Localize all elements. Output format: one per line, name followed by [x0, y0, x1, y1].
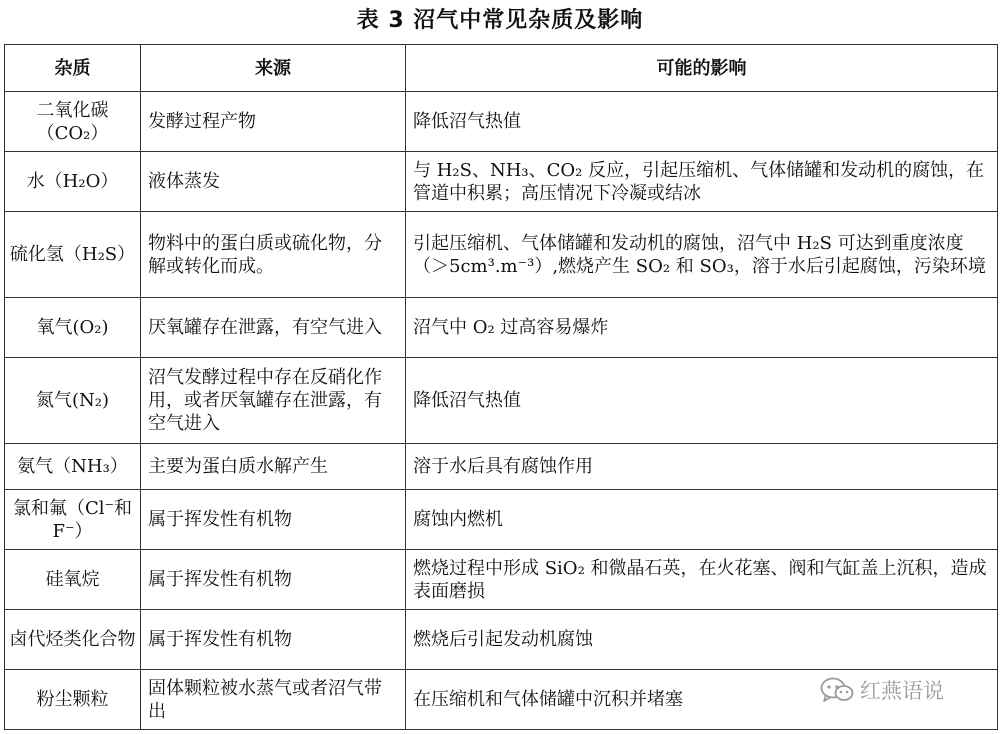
- watermark-text: 红燕语说: [860, 679, 944, 703]
- header-source: 来源: [141, 45, 406, 92]
- impact-cell: 引起压缩机、气体储罐和发动机的腐蚀，沼气中 H₂S 可达到重度浓度（＞5cm³.m⁻³）,燃烧产生 SO₂ 和 SO₃，溶于水后引起腐蚀，污染环境: [406, 212, 998, 298]
- source-cell: 属于挥发性有机物: [141, 550, 406, 610]
- source-cell: 属于挥发性有机物: [141, 490, 406, 550]
- source-cell: 沼气发酵过程中存在反硝化作用，或者厌氧罐存在泄露，有空气进入: [141, 358, 406, 444]
- table-row: [5, 444, 998, 490]
- wechat-watermark: [820, 673, 944, 707]
- table-row: [5, 358, 998, 444]
- wechat-icon: [820, 676, 854, 704]
- impact-cell: 腐蚀内燃机: [406, 490, 998, 550]
- source-cell: 物料中的蛋白质或硫化物，分解或转化而成。: [141, 212, 406, 298]
- source-cell: 主要为蛋白质水解产生: [141, 444, 406, 490]
- source-cell: 厌氧罐存在泄露，有空气进入: [141, 298, 406, 358]
- impurity-cell: 粉尘颗粒: [5, 670, 141, 730]
- table-row: [5, 298, 998, 358]
- table-row: [5, 610, 998, 670]
- impact-cell: 在压缩机和气体储罐中沉积并堵塞: [406, 670, 998, 730]
- impurity-cell: 硫化氢（H₂S）: [5, 212, 141, 298]
- impurity-cell: 二氧化碳（CO₂）: [5, 92, 141, 152]
- table-row: [5, 152, 998, 212]
- impact-cell: 燃烧过程中形成 SiO₂ 和微晶石英，在火花塞、阀和气缸盖上沉积，造成表面磨损: [406, 550, 998, 610]
- table-row: [5, 212, 998, 298]
- impurities-table: [4, 44, 998, 730]
- table-row: [5, 92, 998, 152]
- impurity-cell: 硅氧烷: [5, 550, 141, 610]
- impact-cell: 降低沼气热值: [406, 92, 998, 152]
- impact-cell: 燃烧后引起发动机腐蚀: [406, 610, 998, 670]
- impurity-cell: 氯和氟（Cl⁻和 F⁻）: [5, 490, 141, 550]
- source-cell: 液体蒸发: [141, 152, 406, 212]
- table-row: [5, 550, 998, 610]
- source-cell: 属于挥发性有机物: [141, 610, 406, 670]
- header-impurity: 杂质: [5, 45, 141, 92]
- header-row: [5, 45, 998, 92]
- header-impact: 可能的影响: [406, 45, 998, 92]
- table-row: [5, 490, 998, 550]
- impurity-cell: 水（H₂O）: [5, 152, 141, 212]
- impurity-cell: 卤代烃类化合物: [5, 610, 141, 670]
- impact-cell: 沼气中 O₂ 过高容易爆炸: [406, 298, 998, 358]
- source-cell: 固体颗粒被水蒸气或者沼气带出: [141, 670, 406, 730]
- impact-cell: 溶于水后具有腐蚀作用: [406, 444, 998, 490]
- impurity-cell: 氨气（NH₃）: [5, 444, 141, 490]
- table-title: 表 3 沼气中常见杂质及影响: [356, 8, 644, 33]
- impact-cell: 与 H₂S、NH₃、CO₂ 反应，引起压缩机、气体储罐和发动机的腐蚀，在管道中积累；高压情况下冷凝或结冰: [406, 152, 998, 212]
- impurity-cell: 氧气(O₂): [5, 298, 141, 358]
- source-cell: 发酵过程产物: [141, 92, 406, 152]
- impurity-cell: 氮气(N₂): [5, 358, 141, 444]
- impact-cell: 降低沼气热值: [406, 358, 998, 444]
